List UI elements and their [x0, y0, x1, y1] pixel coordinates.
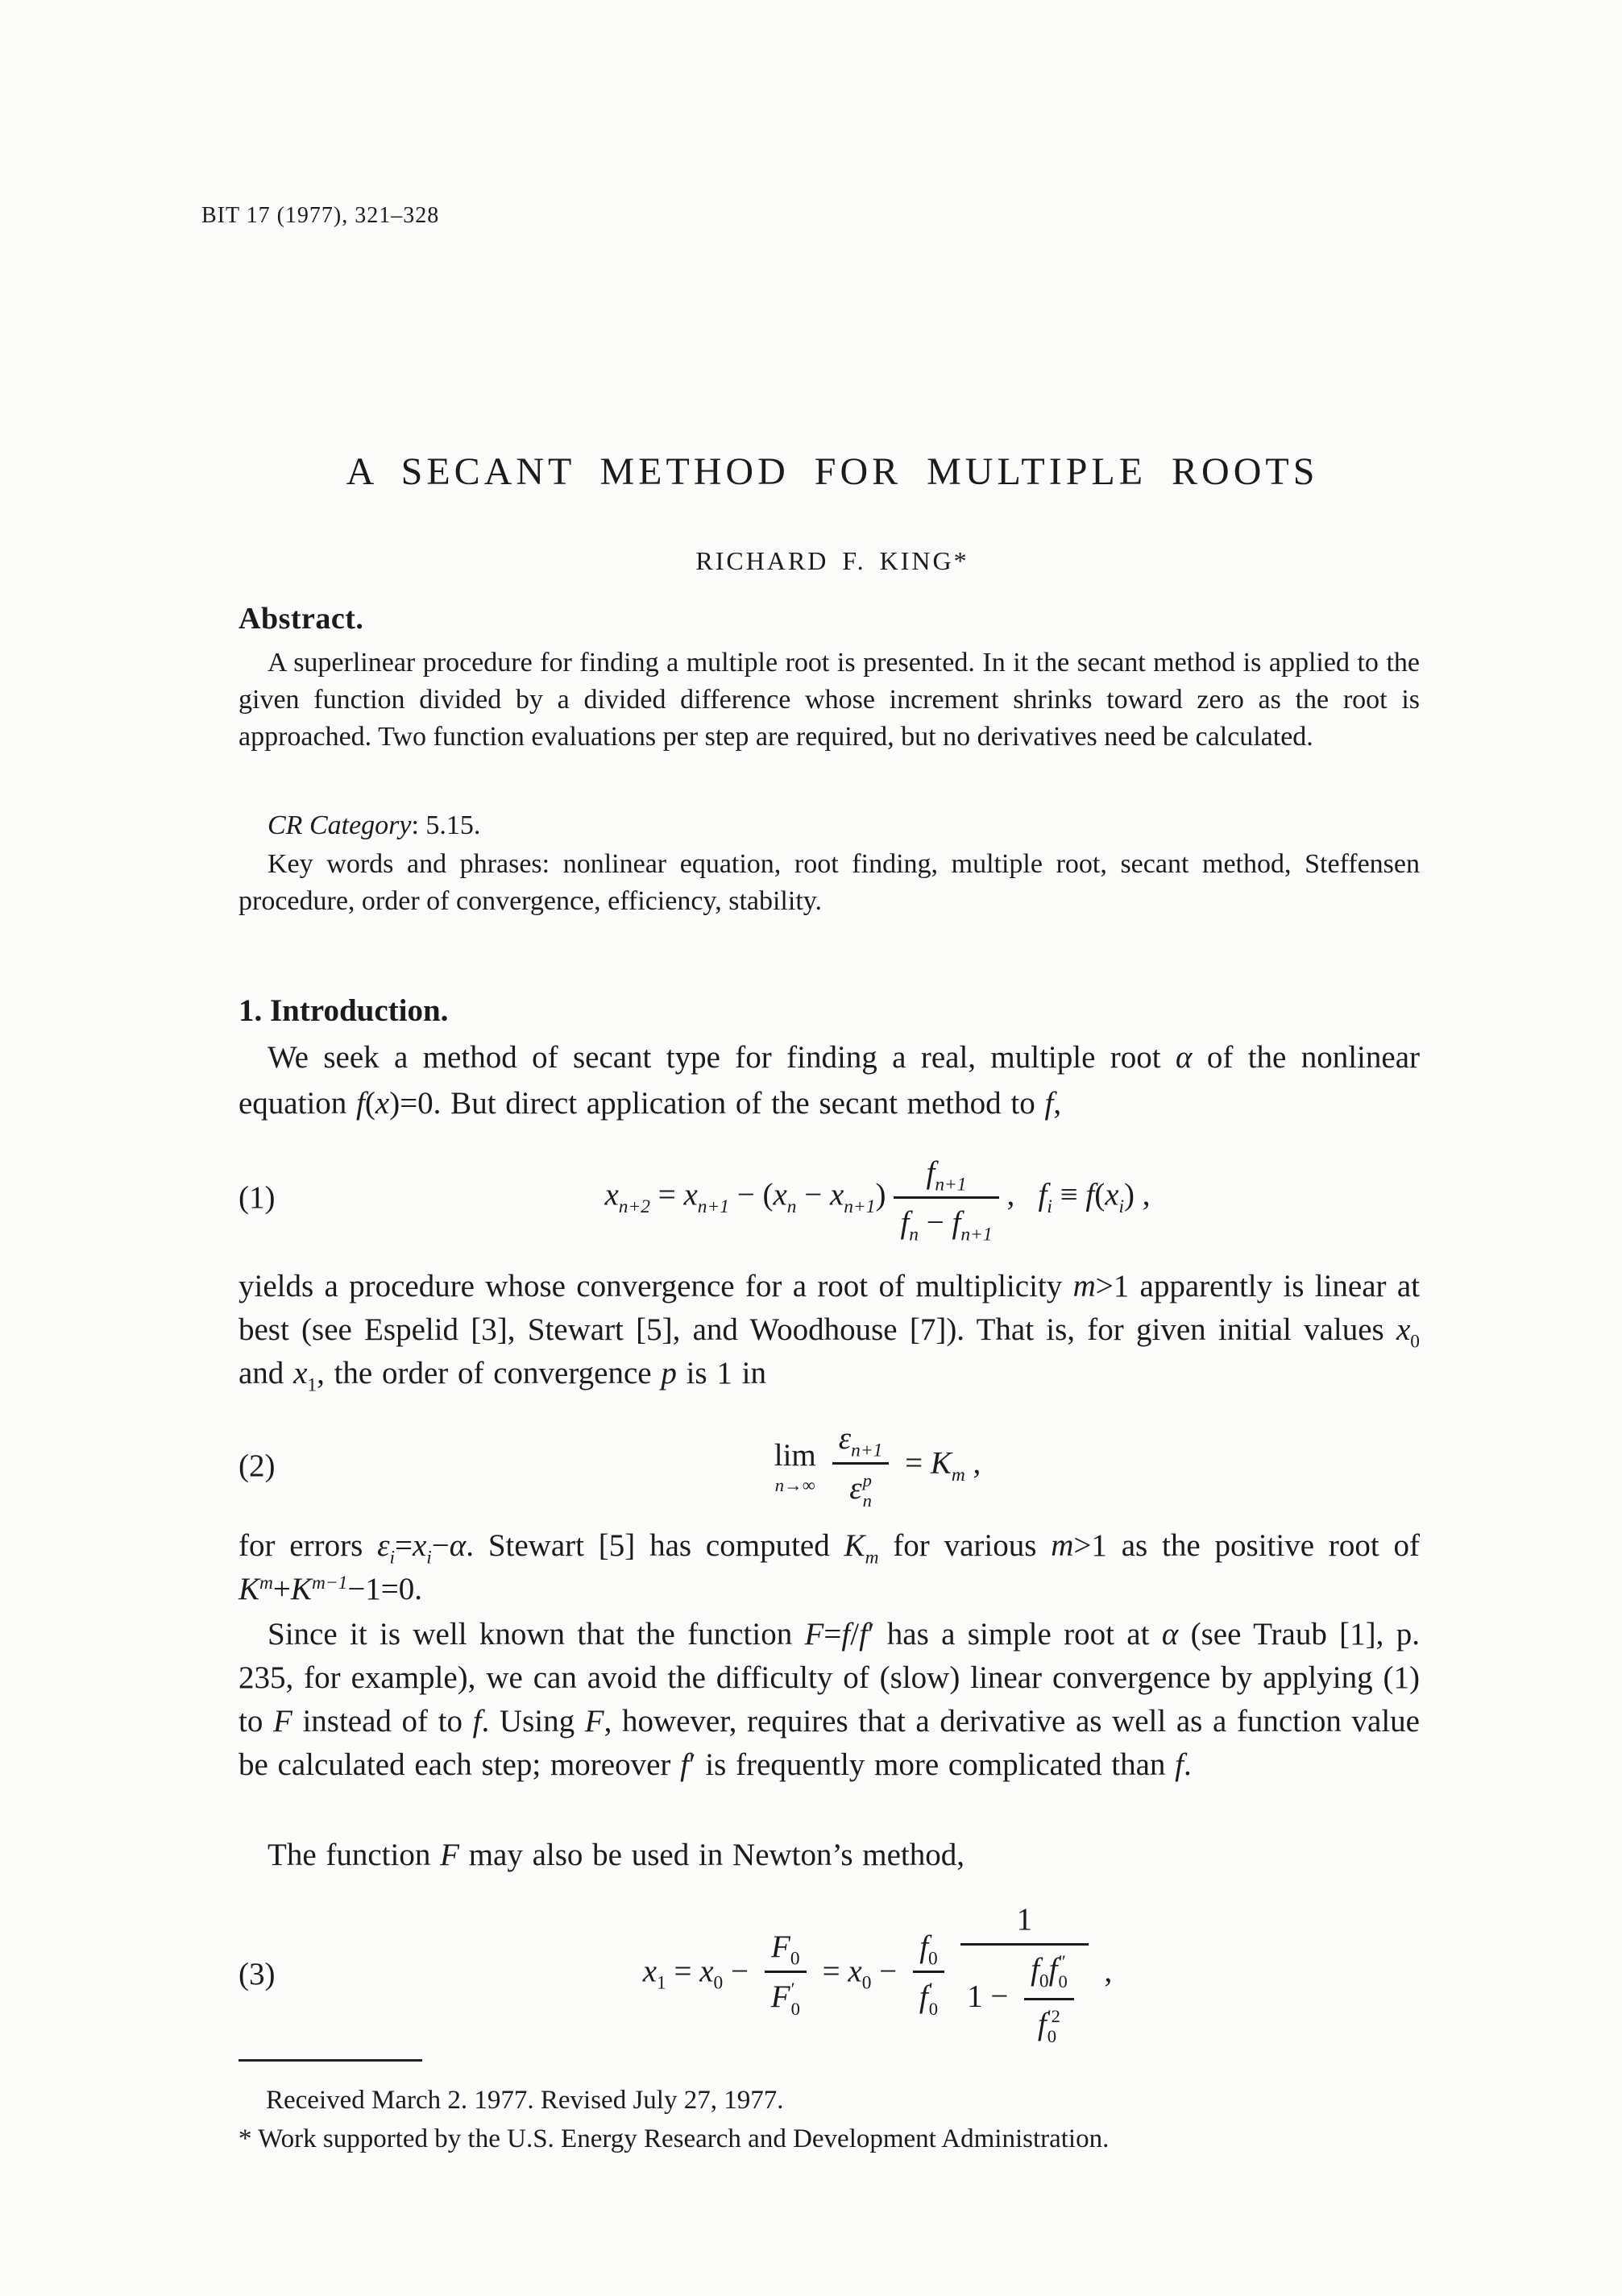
equation-3-body: $x_1 = x_0$ − $F_0$ F ′ 0 = $x_0$ − $f_0$ f ′ 0 1 1 − $f_0f$ ″ 0 f ′2 0 ,	[642, 1902, 1113, 2047]
equation-3	[239, 1892, 1420, 2057]
cr-category-line	[239, 807, 1420, 844]
intro-paragraph-4: Since it is well known that the function F=f/f′ has a simple root at α (see Traub [1], p. 235, for example), we can avoid the difficulty of (slow) linear convergence by applying (1) to F instead of to f. Using F, however, requires that a derivative as well as a function value be calculated each step; moreover f′ is frequently more complicated than f.	[239, 1617, 1421, 1782]
intro-paragraph-5: The function F may also be used in Newton’s method,	[268, 1838, 965, 1872]
intro-paragraph-2: yields a procedure whose convergence for a root of multiplicity m>1 apparently is linear at best (see Espelid [3], Stewart [5], and Woodhouse [7]). That is, for given initial values $x_0$ and $x_1$, the order of convergence p is 1 in	[239, 1269, 1420, 1396]
equation-1-number: (1)	[239, 1180, 276, 1215]
equation-2-body: lim n→∞ $\varepsilon_{n+1}$ ε p n = $K_m$ ,	[774, 1421, 981, 1511]
footnote-received: Received March 2. 1977. Revised July 27, 1977.	[266, 2086, 784, 2115]
intro-paragraph-1: We seek a method of secant type for finding a real, multiple root α of the nonlinear equation f(x)=0. But direct application of the secant method to f,	[239, 1040, 1421, 1121]
equation-1-body: $x_{n+2} = x_{n+1} - (x_n - x_{n+1})$ $\frac{f_{n+1}}{f_n - f_{n+1}}$ , $f_i \equiv f(x_i)$ ,	[604, 1155, 1151, 1245]
equation-2	[239, 1411, 1420, 1520]
equation-1	[239, 1139, 1420, 1256]
abstract-heading: Abstract.	[239, 602, 364, 636]
journal-header: BIT 17 (1977), 321–328	[201, 203, 440, 228]
footnote-support: * Work supported by the U.S. Energy Research and Development Administration.	[239, 2124, 1110, 2153]
abstract-body: A superlinear procedure for finding a multiple root is presented. In it the secant method is applied to the given function divided by a divided difference whose increment shrinks toward zero as the root is approached. Two function evaluations per step are required, but no derivatives need be calculated.	[239, 648, 1420, 752]
author-line: RICHARD F. KING*	[695, 546, 969, 575]
intro-paragraph-3: for errors $\varepsilon_i=x_i-\alpha$. Stewart [5] has computed $K_m$ for various m>1 as the positive root of $K^m+K^{m-1}-1=0$.	[239, 1528, 1420, 1606]
equation-2-number: (2)	[239, 1448, 276, 1483]
cr-category-label: CR Category	[268, 810, 412, 840]
footnote-rule	[239, 2059, 422, 2062]
keywords-line: Key words and phrases: nonlinear equation, root finding, multiple root, secant method, Steffensen procedure, order of convergence, efficiency, stability.	[239, 849, 1420, 916]
section-heading-introduction: 1. Introduction.	[239, 993, 449, 1028]
cr-category-value: : 5.15.	[411, 810, 481, 840]
paper-title: A SECANT METHOD FOR MULTIPLE ROOTS	[346, 450, 1319, 493]
equation-3-number: (3)	[239, 1957, 276, 1991]
